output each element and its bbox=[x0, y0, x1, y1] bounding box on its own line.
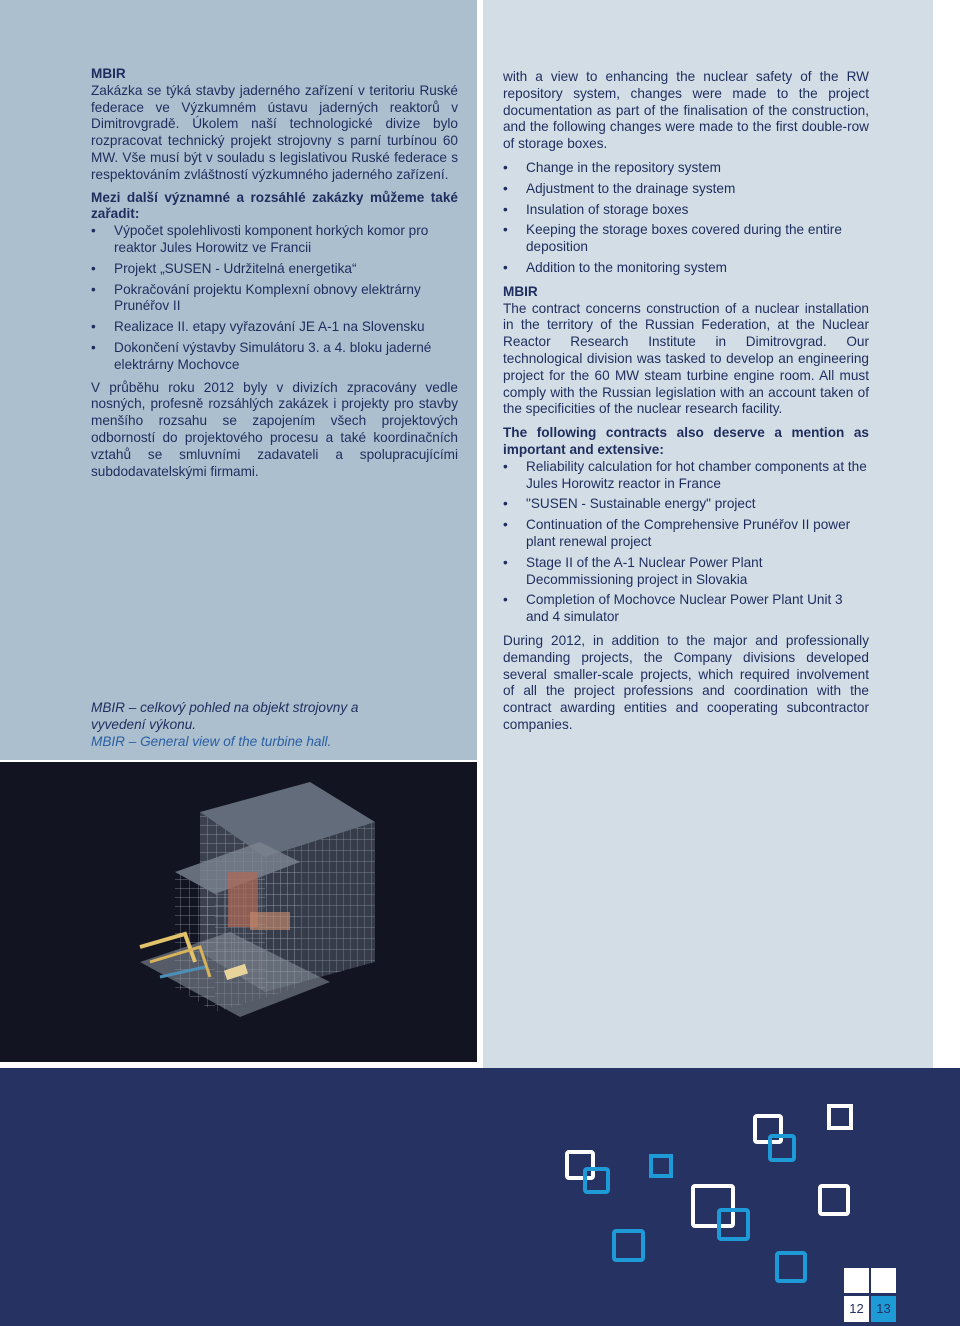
list-item bbox=[503, 260, 869, 277]
list-item-text: Keeping the storage boxes covered during the entire deposition bbox=[526, 222, 842, 255]
square-outline-icon bbox=[818, 1184, 850, 1216]
contracts-list-cz bbox=[91, 223, 458, 373]
list-item-text: Pokračování projektu Komplexní obnovy elektrárny Prunéřov II bbox=[114, 281, 421, 314]
list-item bbox=[503, 202, 869, 219]
bullet-glyph: • bbox=[503, 259, 508, 275]
list-item-text: Continuation of the Comprehensive Prunéřov II power plant renewal project bbox=[526, 517, 851, 549]
bullet-glyph: • bbox=[503, 517, 508, 533]
closing-paragraph-en: During 2012, in addition to the major and professionally demanding projects, the Company divisions developed several smaller-scale projects, which required involvement of all the project professions and coordination with the contract awarding entities and cooperating subcontractor companies. bbox=[503, 632, 869, 732]
contracts-subheading-cz: Mezi další významné a rozsáhlé zakázky můžeme také zařadit: bbox=[91, 189, 458, 222]
footer-band bbox=[0, 1068, 960, 1326]
list-item-text: Realizace II. etapy vyřazování JE A-1 na Slovensku bbox=[114, 319, 425, 335]
list-item bbox=[91, 340, 458, 374]
mbir-heading-en: MBIR bbox=[503, 283, 538, 299]
english-text-column bbox=[503, 69, 869, 741]
list-item-text: "SUSEN - Sustainable energy" project bbox=[526, 496, 756, 512]
square-outline-icon bbox=[768, 1134, 796, 1162]
bullet-glyph: • bbox=[91, 260, 96, 276]
list-item bbox=[91, 282, 458, 316]
solid-square-icon bbox=[871, 1268, 896, 1293]
bullet-glyph: • bbox=[503, 159, 508, 175]
list-item bbox=[91, 319, 458, 336]
repository-intro-en: with a view to enhancing the nuclear safety of the RW repository system, changes were made to the project documentation as part of the finalisation of the construction, and the following changes were made to the first double-row of storage boxes. bbox=[503, 69, 869, 152]
list-item-text: Addition to the monitoring system bbox=[526, 259, 727, 275]
closing-paragraph-cz: V průběhu roku 2012 byly v divizích zpracovány vedle nosných, profesně rozsáhlých zakázek i projekty pro stavby menšího rozsahu se zapojením všech projektových odborností do projektového procesu a také koordinačních vztahů se smluvními zadavateli a spolupracujícími subdodavatelskými firmami. bbox=[91, 379, 458, 479]
mbir-heading-cz: MBIR bbox=[91, 66, 126, 81]
turbine-hall-illustration bbox=[0, 762, 477, 1062]
list-item bbox=[503, 517, 869, 551]
bullet-glyph: • bbox=[91, 319, 96, 335]
list-item-text: Výpočet spolehlivosti komponent horkých komor pro reaktor Jules Horowitz ve Francii bbox=[114, 223, 429, 255]
caption-cz: MBIR – celkový pohled na objekt strojovny a vyvedení výkonu. bbox=[91, 700, 359, 732]
bullet-glyph: • bbox=[91, 281, 96, 297]
list-item bbox=[503, 555, 869, 589]
square-outline-icon bbox=[649, 1154, 673, 1178]
bullet-glyph: • bbox=[503, 180, 508, 196]
list-item bbox=[503, 592, 869, 626]
page-number-left: 12 bbox=[844, 1296, 869, 1322]
list-item-text: Change in the repository system bbox=[526, 159, 721, 175]
bullet-glyph: • bbox=[503, 496, 508, 512]
czech-text-column bbox=[91, 66, 458, 487]
list-item bbox=[91, 223, 458, 257]
list-item bbox=[503, 496, 869, 513]
solid-square-icon bbox=[844, 1268, 869, 1293]
mbir-text-en: The contract concerns construction of a nuclear installation in the territory of the Russian Federation, at the Nuclear Reactor Research Institute in Dimitrovgrad. Our technological division was tasked to develop an engineering project for the 60 MW steam turbine engine room. All must comply with the Russian legislation with an account taken of the specificities of the nuclear research facility. bbox=[503, 300, 869, 417]
bullet-glyph: • bbox=[503, 222, 508, 238]
bullet-glyph: • bbox=[91, 223, 96, 239]
square-outline-icon bbox=[717, 1208, 750, 1241]
list-item bbox=[503, 222, 869, 256]
list-item-text: Reliability calculation for hot chamber components at the Jules Horowitz reactor in France bbox=[526, 458, 867, 491]
square-outline-icon bbox=[583, 1167, 610, 1194]
list-item-text: Adjustment to the drainage system bbox=[526, 180, 736, 196]
bullet-glyph: • bbox=[91, 339, 96, 355]
repository-changes-list bbox=[503, 160, 869, 277]
list-item-text: Completion of Mochovce Nuclear Power Plant Unit 3 and 4 simulator bbox=[526, 592, 843, 625]
turbine-hall-3d-image bbox=[0, 762, 477, 1062]
list-item-text: Projekt „SUSEN - Udržitelná energetika“ bbox=[114, 260, 357, 276]
bullet-glyph: • bbox=[503, 458, 508, 474]
list-item-text: Dokončení výstavby Simulátoru 3. a 4. bloku jaderné elektrárny Mochovce bbox=[114, 339, 432, 372]
list-item bbox=[91, 261, 458, 278]
caption-en: MBIR – General view of the turbine hall. bbox=[91, 733, 332, 749]
bullet-glyph: • bbox=[503, 201, 508, 217]
list-item bbox=[503, 160, 869, 177]
list-item bbox=[503, 459, 869, 493]
bullet-glyph: • bbox=[503, 554, 508, 570]
page-number-right: 13 bbox=[871, 1296, 896, 1322]
contracts-list-en bbox=[503, 459, 869, 626]
mbir-intro-cz: Zakázka se týká stavby jaderného zařízení v teritoriu Ruské federace ve Výzkumném ústavu jaderných reaktorů v Dimitrovgradě. Úkolem naší technologické divize bylo rozpracovat technický projekt strojovny s parní turbínou 60 MW. Vše musí být v souladu s legislativou Ruské federace s respektováním zvláštností výzkumného jaderného zařízení. bbox=[91, 82, 458, 182]
list-item-text: Insulation of storage boxes bbox=[526, 201, 689, 217]
list-item bbox=[503, 181, 869, 198]
square-outline-icon bbox=[612, 1229, 645, 1262]
square-outline-icon bbox=[775, 1251, 807, 1283]
photo-caption bbox=[91, 700, 391, 750]
square-outline-icon bbox=[827, 1104, 853, 1130]
contracts-subheading-en: The following contracts also deserve a mention as important and extensive: bbox=[503, 425, 869, 457]
list-item-text: Stage II of the A-1 Nuclear Power Plant Decommissioning project in Slovakia bbox=[526, 554, 763, 587]
bullet-glyph: • bbox=[503, 592, 508, 608]
